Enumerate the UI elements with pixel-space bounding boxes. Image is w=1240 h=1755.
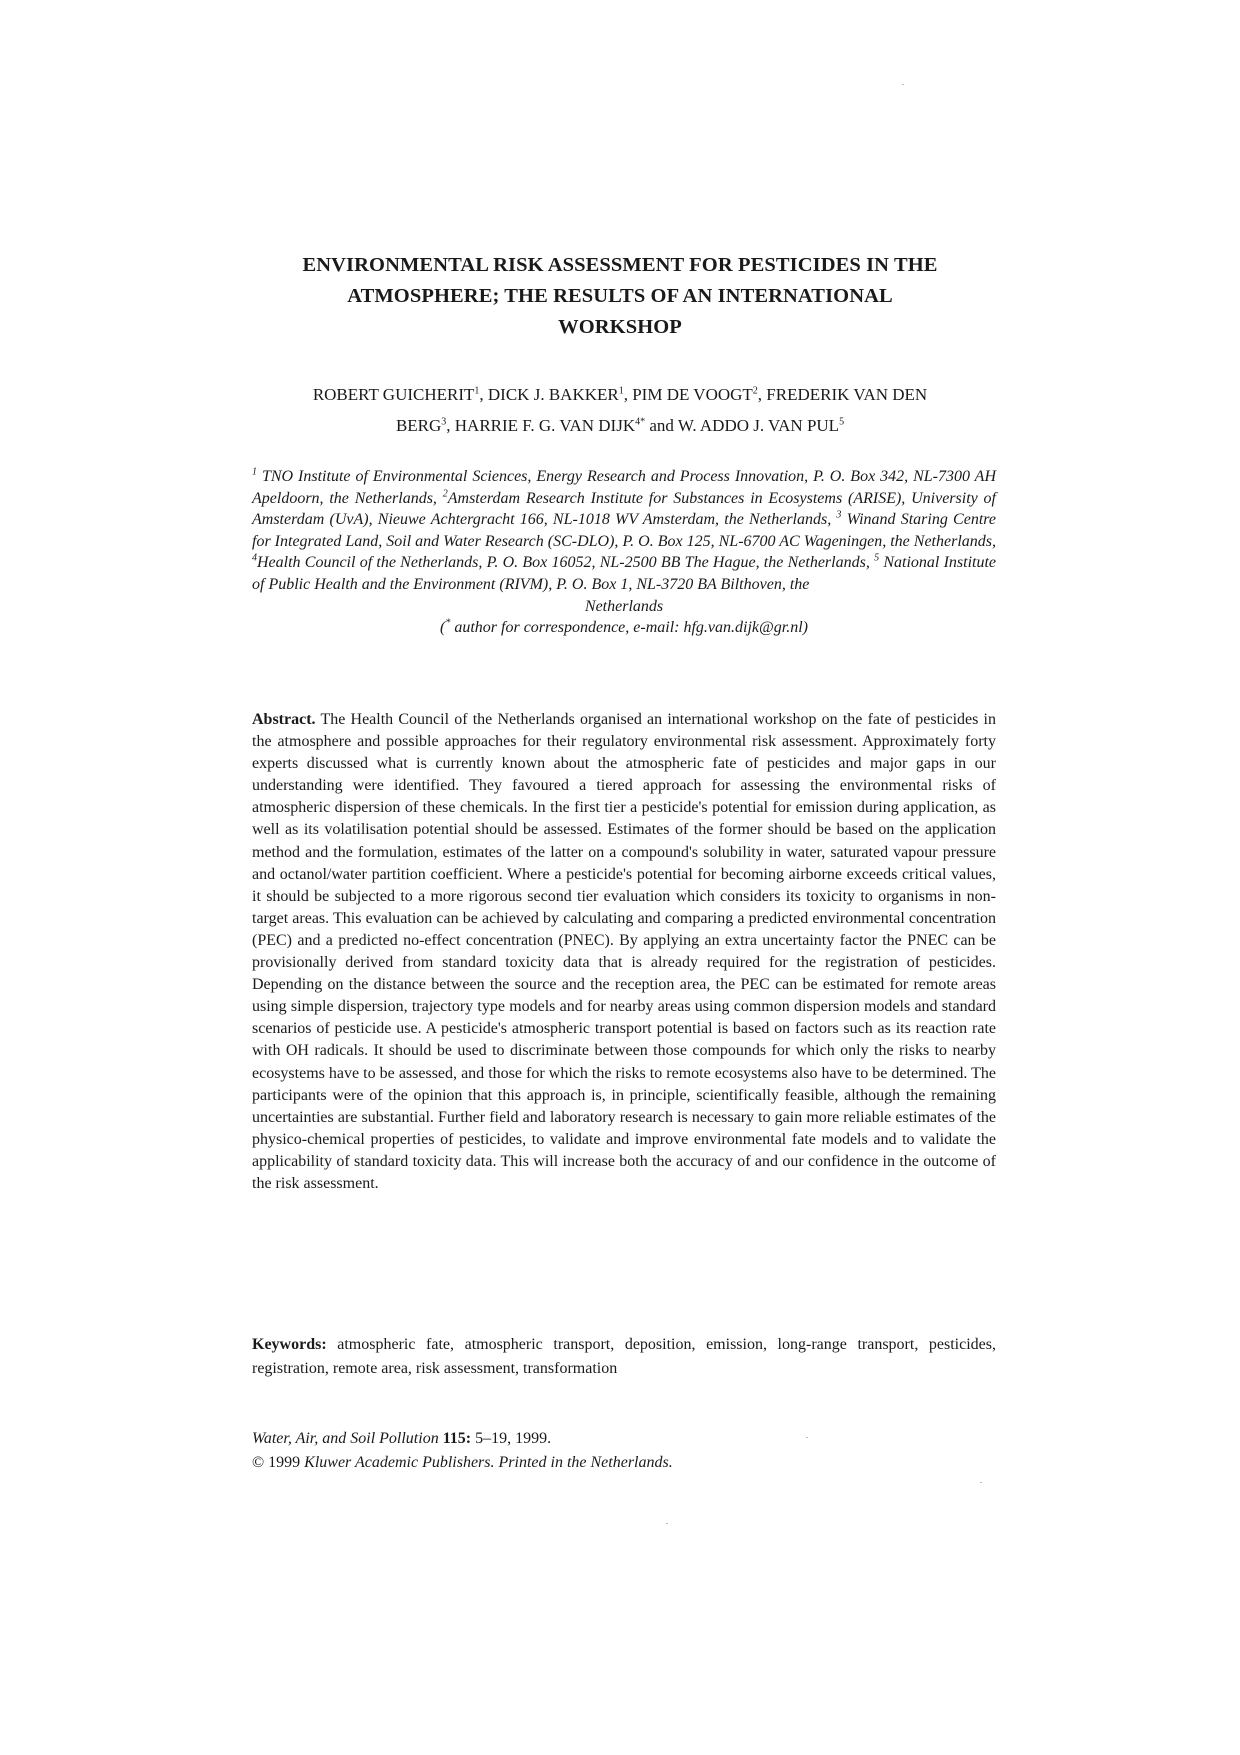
- affil-mark: 2: [442, 488, 448, 500]
- affil-text: TNO Institute of Environmental Sciences, Energy Research and Process Innovation, P. O. Box 342, NL-7300 AH Apeldoorn, the Netherlands,: [252, 468, 997, 507]
- author-name: W. ADDO J. VAN PUL: [677, 416, 840, 435]
- citation-journal-line: [252, 1427, 996, 1451]
- affil-block: [252, 468, 996, 593]
- author-affil-mark: 4*: [635, 416, 646, 428]
- title-line: ENVIRONMENTAL RISK ASSESSMENT FOR PESTICIDES IN THE: [302, 254, 938, 276]
- author-line: BERG$^3$, HARRIE F. G. VAN $DIJK^{4*}$ and W. ADDO J. VAN PUL$^5$: [395, 416, 845, 435]
- keywords-text: atmospheric fate, atmospheric transport, deposition, emission, long-range transport, pesticides, registration, remote area, risk assessment, transformation: [252, 1336, 997, 1377]
- journal-pages-year: 5–19, 1999.: [475, 1430, 552, 1447]
- abstract: [252, 709, 996, 1195]
- scan-speck: [666, 1523, 668, 1524]
- affil-mark: 3: [836, 509, 842, 521]
- author-name: FREDERIK VAN DEN: [766, 385, 928, 404]
- copyright-prefix: © 1999: [252, 1454, 301, 1471]
- abstract-label: Abstract.: [252, 711, 316, 728]
- author-name: PIM DE VOOGT: [632, 385, 753, 404]
- author-affil-mark: 2: [752, 385, 758, 397]
- author-line: ROBERT GUICHERIT$^1$, DICK J. BAKKER$^1$, PIM DE VOOGT$^2$, FREDERIK VAN DEN: [312, 385, 928, 404]
- scan-speck: [806, 1437, 808, 1438]
- author-affil-mark: 5: [839, 416, 845, 428]
- author-name: BERG: [395, 416, 442, 435]
- paper-title: [240, 250, 1000, 343]
- affil-mark: 1: [252, 466, 257, 478]
- citation-copyright-line: [252, 1451, 996, 1475]
- citation: [252, 1427, 996, 1475]
- title-line: WORKSHOP: [558, 316, 682, 338]
- affil-mark: 5: [874, 553, 880, 565]
- correspondence-note: (* author for correspondence, e-mail: hfg.van.dijk@gr.nl): [440, 617, 808, 637]
- author-name: ROBERT GUICHERIT: [312, 385, 475, 404]
- keywords-label: Keywords:: [252, 1336, 327, 1353]
- affil-text: National Institute of Public Health and the Environment (RIVM), P. O. Box 1, NL-3720 BA Bilthoven, the: [252, 554, 997, 593]
- author-name: DICK J. BAKKER: [487, 385, 619, 404]
- author-affil-mark: 3: [441, 416, 447, 428]
- keywords: [252, 1333, 996, 1381]
- author-affil-mark: 1: [618, 385, 624, 397]
- journal-name: Water, Air, and Soil Pollution: [252, 1430, 439, 1447]
- corr-star: *: [445, 617, 451, 629]
- author-affil-mark: 1: [474, 385, 480, 397]
- affil-text: Winand Staring Centre for Integrated Land, Soil and Water Research (SC-DLO), P. O. Box 125, NL-6700 AC Wageningen, the Netherlands,: [252, 511, 996, 550]
- correspondence-text: author for correspondence, e-mail: hfg.van.dijk@gr.nl): [454, 619, 808, 637]
- publisher: Kluwer Academic Publishers. Printed in the Netherlands.: [304, 1454, 673, 1471]
- author-list: [240, 379, 1000, 441]
- affil-text: Amsterdam Research Institute for Substances in Ecosystems (ARISE), University of Amsterdam (UvA), Nieuwe Achtergracht 166, NL-1018 WV Amsterdam, the Netherlands,: [252, 489, 997, 529]
- author-connector: and: [649, 416, 674, 435]
- author-name: HARRIE F. G. VAN DIJK: [454, 416, 636, 435]
- affil-text: Health Council of the Netherlands, P. O. Box 16052, NL-2500 BB The Hague, the Netherlands,: [257, 554, 870, 572]
- affiliations: [252, 466, 996, 639]
- title-line: ATMOSPHERE; THE RESULTS OF AN INTERNATIONAL: [347, 285, 893, 307]
- scan-speck: [902, 84, 904, 85]
- journal-volume: 115:: [442, 1430, 472, 1447]
- affil-last-line: Netherlands: [584, 597, 664, 615]
- affil-mark: 4: [252, 553, 257, 565]
- abstract-text: The Health Council of the Netherlands organised an international workshop on the fate of pesticides in the atmosphere and possible approaches for their regulatory environmental risk assessment. Approximately forty experts discussed what is currently known about the atmospheric fate of pesticides and major gaps in our understanding were identified. They favoured a tiered approach for assessing the environmental risks of atmospheric dispersion of these chemicals. In the first tier a pesticide's potential for emission during application, as well as its volatilisation potential should be assessed. Estimates of the former should be based on the application method and the formulation, estimates of the latter on a compound's solubility in water, saturated vapour pressure and octanol/water partition coefficient. Where a pesticide's potential for becoming airborne exceeds critical values, it should be subjected to a more rigorous second tier evaluation which considers its toxicity to organisms in non-target areas. This evaluation can be achieved by calculating and comparing a predicted environmental concentration (PEC) and a predicted no-effect concentration (PNEC). By applying an extra uncertainty factor the PNEC can be provisionally derived from standard toxicity data that is already required for the registration of pesticides. Depending on the distance between the source and the reception area, the PEC can be estimated for remote areas using simple dispersion, trajectory type models and for nearby areas using common dispersion models and standard scenarios of pesticide use. A pesticide's atmospheric transport potential is based on factors such as its reaction rate with OH radicals. It should be used to discriminate between those compounds for which only the risks to nearby ecosystems have to be assessed, and those for which the risks to remote ecosystems also have to be determined. The participants were of the opinion that this approach is, in principle, scientifically feasible, although the remaining uncertainties are substantial. Further field and laboratory research is necessary to gain more reliable estimates of the physico-chemical properties of pesticides, to validate and improve environmental fate models and to validate the applicability of standard toxicity data. This will increase both the accuracy of and our confidence in the outcome of the risk assessment.: [252, 711, 996, 1192]
- scan-speck: [980, 1482, 982, 1483]
